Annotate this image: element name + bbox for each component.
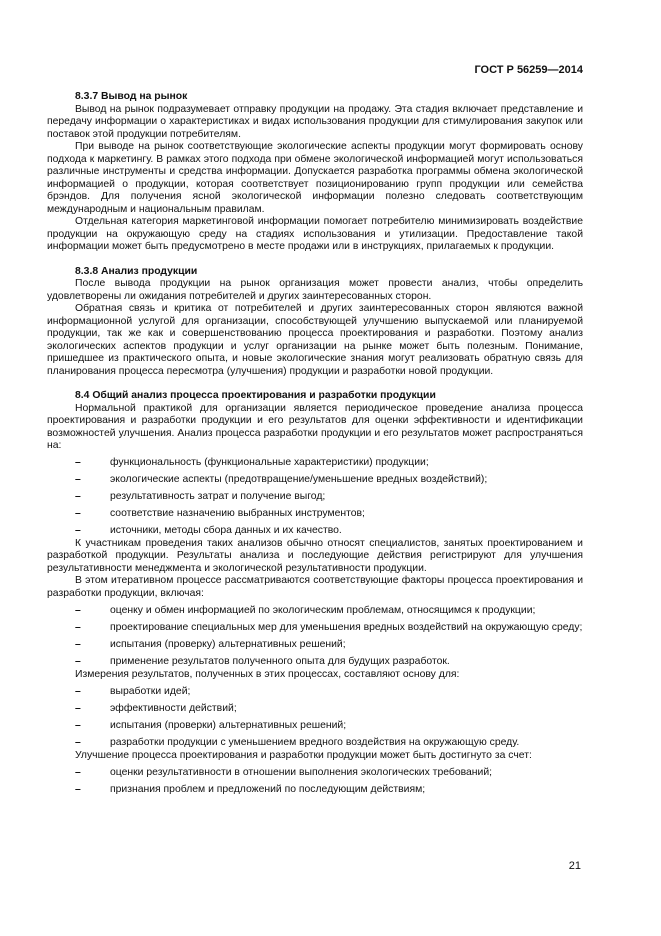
bullet-dash: – xyxy=(75,783,81,795)
bullet-dash: – xyxy=(75,656,81,668)
list-item: – выработки идей; xyxy=(75,685,191,697)
list-item: – применение результатов полученного опыта для будущих разработок. xyxy=(75,656,450,668)
list-item: – источники, методы сбора данных и их качество. xyxy=(75,525,342,537)
list-item: – признания проблем и предложений по последующим действиям; xyxy=(75,783,426,795)
page-content xyxy=(47,91,583,796)
section-heading-8-3-8: 8.3.8 Анализ продукции xyxy=(75,265,198,277)
bullet-dash: – xyxy=(75,605,81,617)
bullet-dash: – xyxy=(75,703,81,715)
bullet-dash: – xyxy=(75,491,81,503)
paragraph: При выводе на рынок соответствующие экологические аспекты продукции могут формировать основу подхода к маркетингу. В рамках этого подхода при обмене экологической информацией могут использоваться различные инструменты и средства информации. Допускается разработка программы обмена экологической информацией о продукции, которая соответствует позиционированию групп продукции или семейства брэндов. Для получения ясной экологической информации полезно следовать соответствующим международным и национальным правилам. xyxy=(47,141,583,215)
section-heading-8-4: 8.4 Общий анализ процесса проектирования и разработки продукции xyxy=(75,390,436,401)
bullet-dash: – xyxy=(75,622,81,634)
paragraph: Отдельная категория маркетинговой информации помогает потребителю минимизировать воздействие продукции на окружающую среду на стадиях использования и утилизации. Предоставление такой информации может быть предусмотрено в месте продажи или в инструкциях, прилагаемых к продукции. xyxy=(47,216,583,252)
paragraph: Вывод на рынок подразумевает отправку продукции на продажу. Эта стадия включает представление и передачу информации о характеристиках и видах использования продукции для стимулирования закупок или поставок этой продукции потребителям. xyxy=(47,103,583,140)
bullet-dash: – xyxy=(75,720,81,732)
list-item: – оценки результативности в отношении выполнения экологических требований; xyxy=(75,766,493,778)
list-item: – функциональность (функциональные характеристики) продукции; xyxy=(75,457,429,469)
list-item: – оценку и обмен информацией по экологическим проблемам, относящимся к продукции; xyxy=(75,605,536,617)
paragraph: В этом итеративном процессе рассматриваются соответствующие факторы процесса проектирования и разработки продукции, включая: xyxy=(47,575,583,599)
paragraph: К участникам проведения таких анализов обычно относят специалистов, занятых проектированием и разработкой продукции. Результаты анализа и последующие действия регистрируют для улучшения результативности менеджмента и экологической результативности продукции. xyxy=(47,537,583,574)
page-number: 21 xyxy=(568,860,581,872)
list-item: – испытания (проверки) альтернативных решений; xyxy=(75,720,347,732)
paragraph: Нормальной практикой для организации является периодическое проведение анализа процесса проектирования и разработки продукции и его результатов для оценки эффективности и идентификации возможностей улучшения. Анализ процесса разработки продукции и его результатов может распространяться на: xyxy=(47,402,583,451)
document-id: ГОСТ Р 56259—2014 xyxy=(474,64,583,76)
list-improvement-means xyxy=(47,767,583,797)
bullet-dash: – xyxy=(75,737,81,749)
list-item: – эффективности действий; xyxy=(75,703,237,715)
bullet-dash: – xyxy=(75,639,81,651)
list-item: – результативность затрат и получение выгод; xyxy=(75,491,326,503)
section-heading-8-3-7: 8.3.7 Вывод на рынок xyxy=(75,91,188,102)
paragraph: После вывода продукции на рынок организация может провести анализ, чтобы определить удовлетворены ли ожидания потребителей и других заинтересованных сторон. xyxy=(47,278,583,302)
paragraph: Обратная связь и критика от потребителей и других заинтересованных сторон являются важной информационной услугой для организации, способствующей улучшению выпускаемой или планируемой продукции, так же как и совершенствованию процесса проектирования и разработки. Поэтому анализ экологических аспектов продукции и услуг организации на рынке может быть полезным. Понимание, пришедшее из практического опыта, и новые экологические знания могут реализовать обратную связь для планирования процесса пересмотра (улучшения) продукции и разработки новой продукции. xyxy=(47,303,583,377)
list-measurement-basis xyxy=(47,686,583,750)
list-item: – экологические аспекты (предотвращение/уменьшение вредных воздействий); xyxy=(75,474,488,486)
list-item: – разработки продукции с уменьшением вредного воздействия на окружающую среду. xyxy=(75,737,520,749)
paragraph: Измерения результатов, полученных в этих процессах, составляют основу для: xyxy=(75,668,460,680)
list-item: – проектирование специальных мер для уменьшения вредных воздействий на окружающую среду; xyxy=(75,622,583,634)
bullet-dash: – xyxy=(75,474,81,486)
list-analysis-scope xyxy=(47,457,583,538)
bullet-dash: – xyxy=(75,508,81,520)
list-process-factors xyxy=(47,605,583,669)
bullet-dash: – xyxy=(75,525,81,537)
list-item: – соответствие назначению выбранных инструментов; xyxy=(75,508,365,520)
bullet-dash: – xyxy=(75,457,81,469)
bullet-dash: – xyxy=(75,685,81,697)
paragraph: Улучшение процесса проектирования и разработки продукции может быть достигнуто за счет: xyxy=(75,749,532,761)
list-item: – испытания (проверку) альтернативных решений; xyxy=(75,639,346,651)
bullet-dash: – xyxy=(75,766,81,778)
